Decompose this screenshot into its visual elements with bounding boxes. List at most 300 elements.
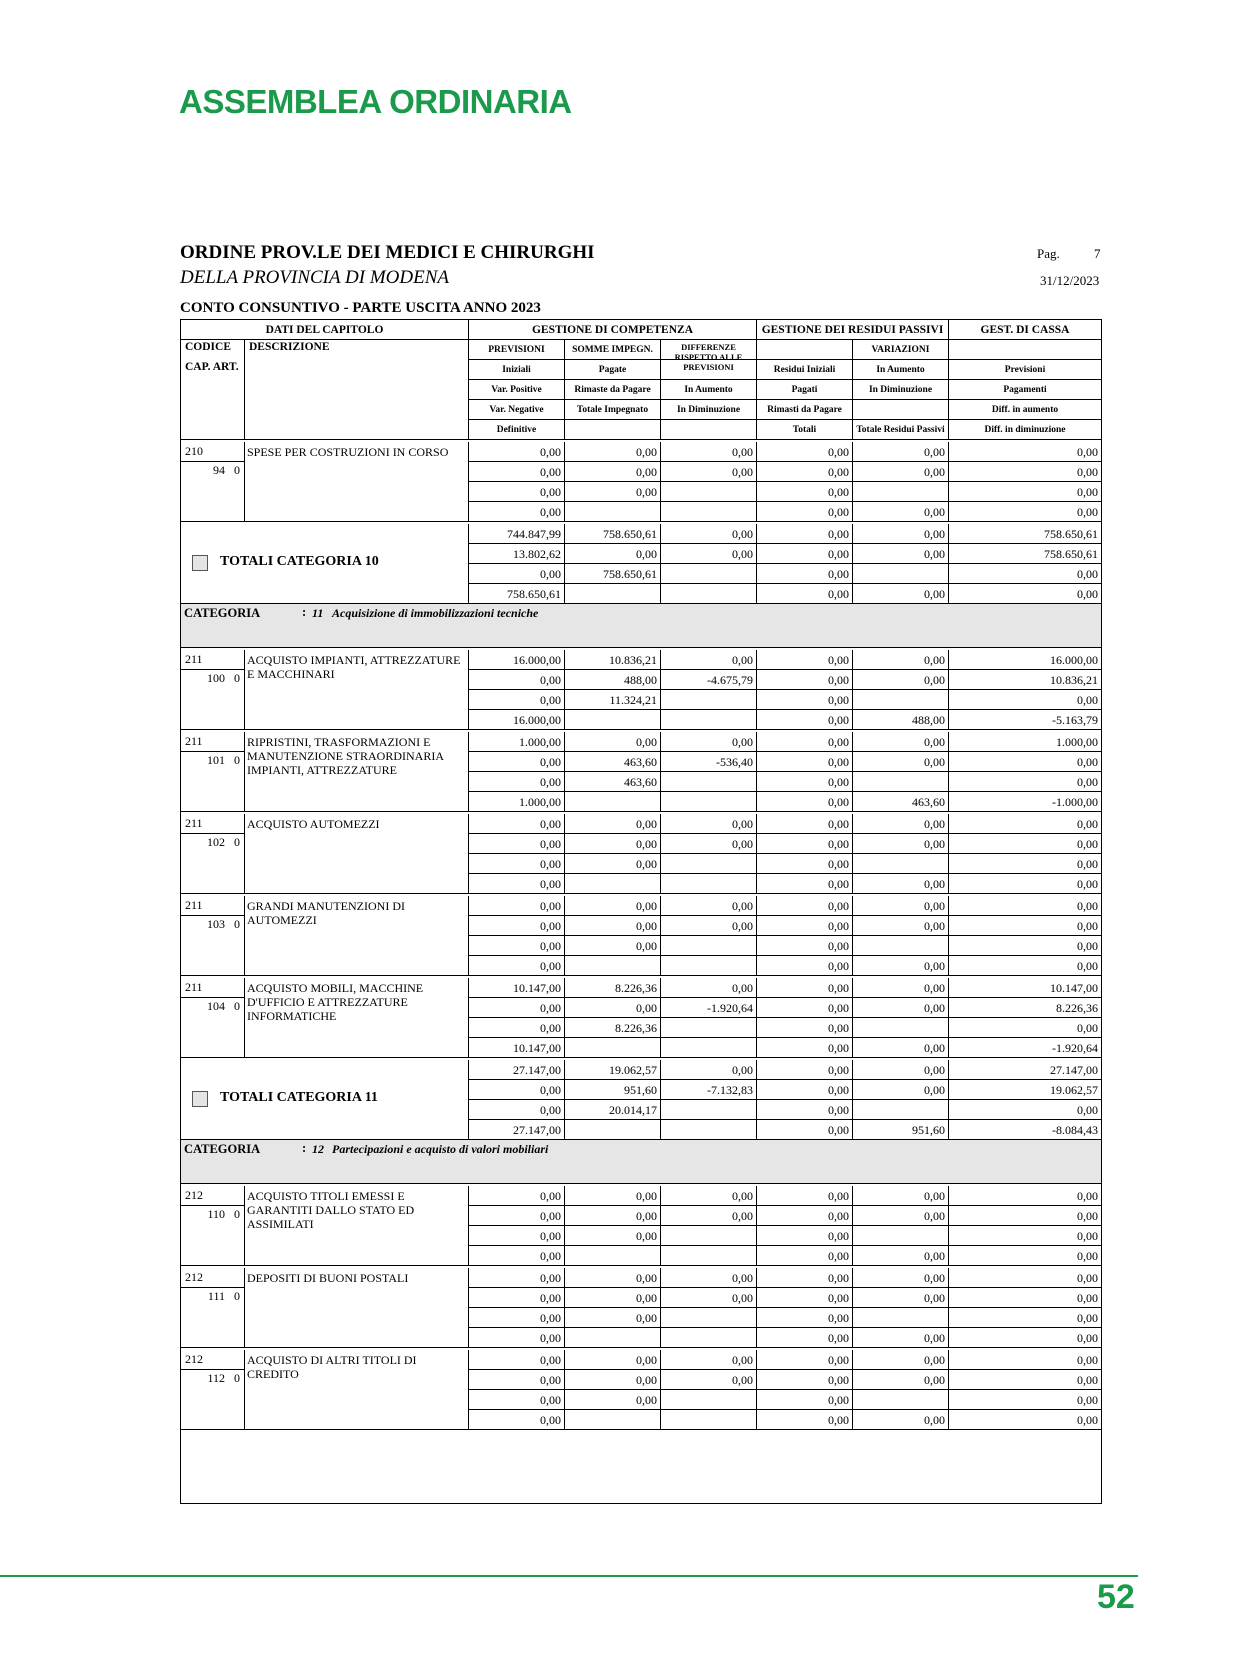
header-cap-art: CAP. ART.: [185, 361, 239, 373]
value-cell: 0,00: [949, 1018, 1101, 1038]
capitolo-number: 211: [185, 652, 203, 666]
total-value-cell: 758.650,61: [565, 524, 661, 544]
value-cell: [853, 1018, 949, 1038]
value-cell: 0,00: [565, 854, 661, 874]
value-cell: 0,00: [661, 1370, 757, 1390]
header-subheading: Totale Impegnato: [565, 400, 661, 420]
total-value-cell: 0,00: [661, 544, 757, 564]
value-cell: 0,00: [757, 1350, 853, 1370]
value-cell: 0,00: [565, 442, 661, 462]
value-cell: [565, 1038, 661, 1058]
header-subheading: Pagamenti: [949, 380, 1101, 400]
value-cell: 0,00: [469, 502, 565, 522]
total-checkbox: [192, 1091, 208, 1107]
value-cell: 488,00: [853, 710, 949, 730]
value-cell: 0,00: [565, 1308, 661, 1328]
header-subheading: Diff. in diminuzione: [949, 420, 1101, 440]
value-cell: 0,00: [757, 1288, 853, 1308]
value-cell: 0,00: [661, 650, 757, 670]
capitolo-description: ACQUISTO TITOLI EMESSI E GARANTITI DALLO STATO ED ASSIMILATI: [245, 1186, 469, 1266]
value-cell: 0,00: [469, 916, 565, 936]
value-cell: 0,00: [853, 1288, 949, 1308]
capitolo-number: 212: [185, 1352, 203, 1366]
value-cell: 0,00: [565, 1370, 661, 1390]
total-value-cell: 0,00: [661, 524, 757, 544]
value-cell: 0,00: [565, 834, 661, 854]
value-cell: [661, 1410, 757, 1430]
capitolo-description: ACQUISTO DI ALTRI TITOLI DI CREDITO: [245, 1350, 469, 1430]
article-sub-number: 0: [234, 917, 240, 931]
value-cell: 0,00: [661, 732, 757, 752]
value-cell: 0,00: [757, 834, 853, 854]
total-value-cell: 951,60: [565, 1080, 661, 1100]
category-label: CATEGORIA: [184, 1142, 261, 1156]
value-cell: 0,00: [949, 956, 1101, 976]
value-cell: 1.000,00: [469, 732, 565, 752]
article-number: 110: [207, 1207, 225, 1221]
value-cell: 0,00: [853, 956, 949, 976]
value-cell: 0,00: [949, 442, 1101, 462]
value-cell: 1.000,00: [949, 732, 1101, 752]
value-cell: 0,00: [949, 1186, 1101, 1206]
value-cell: 0,00: [757, 690, 853, 710]
total-value-cell: [853, 1100, 949, 1120]
article-number: 104: [207, 999, 225, 1013]
value-cell: 0,00: [469, 462, 565, 482]
header-subheading: Var. Positive: [469, 380, 565, 400]
value-cell: 0,00: [853, 896, 949, 916]
value-cell: [565, 1410, 661, 1430]
total-value-cell: 0,00: [949, 584, 1101, 604]
header-subheading: In Aumento: [853, 360, 949, 380]
total-value-cell: [853, 564, 949, 584]
value-cell: [565, 1328, 661, 1348]
value-cell: 0,00: [853, 998, 949, 1018]
total-value-cell: 0,00: [469, 564, 565, 584]
article-sub-number: 0: [234, 1207, 240, 1221]
header-group: GESTIONE DEI RESIDUI PASSIVI: [757, 320, 949, 340]
value-cell: 0,00: [757, 442, 853, 462]
value-cell: 0,00: [469, 956, 565, 976]
total-value-cell: 0,00: [565, 544, 661, 564]
value-cell: 0,00: [469, 670, 565, 690]
value-cell: 0,00: [853, 1246, 949, 1266]
value-cell: 0,00: [853, 462, 949, 482]
value-cell: 0,00: [853, 650, 949, 670]
value-cell: 0,00: [853, 670, 949, 690]
header-subheading: [565, 420, 661, 440]
value-cell: 0,00: [853, 502, 949, 522]
total-value-cell: [661, 564, 757, 584]
value-cell: 0,00: [949, 1268, 1101, 1288]
value-cell: -4.675,79: [661, 670, 757, 690]
code-separator: [181, 833, 244, 834]
value-cell: [661, 772, 757, 792]
value-cell: 0,00: [757, 462, 853, 482]
report-page-number: 7: [1094, 246, 1101, 261]
header-subheading: Previsioni: [949, 360, 1101, 380]
report-title: CONTO CONSUNTIVO - PARTE USCITA ANNO 2023: [180, 300, 541, 316]
value-cell: 0,00: [949, 482, 1101, 502]
value-cell: 0,00: [949, 1370, 1101, 1390]
header-subheading: Diff. in aumento: [949, 400, 1101, 420]
value-cell: 0,00: [661, 834, 757, 854]
value-cell: [853, 690, 949, 710]
value-cell: 0,00: [469, 772, 565, 792]
article-number: 100: [207, 671, 225, 685]
value-cell: [661, 1328, 757, 1348]
value-cell: 0,00: [565, 814, 661, 834]
header-subheading: SOMME IMPEGN.: [565, 340, 661, 360]
value-cell: 0,00: [853, 814, 949, 834]
article-sub-number: 0: [234, 753, 240, 767]
total-checkbox: [192, 555, 208, 571]
value-cell: 0,00: [853, 1268, 949, 1288]
value-cell: 0,00: [757, 1246, 853, 1266]
value-cell: [853, 1390, 949, 1410]
header-descrizione: DESCRIZIONE: [249, 341, 330, 353]
code-separator: [181, 1205, 244, 1206]
code-separator: [181, 915, 244, 916]
value-cell: 0,00: [949, 936, 1101, 956]
capitolo-description: SPESE PER COSTRUZIONI IN CORSO: [245, 442, 469, 522]
article-number: 94: [213, 463, 225, 477]
value-cell: -1.920,64: [661, 998, 757, 1018]
value-cell: [853, 482, 949, 502]
total-value-cell: 758.650,61: [565, 564, 661, 584]
total-value-cell: 0,00: [757, 564, 853, 584]
value-cell: 0,00: [469, 1288, 565, 1308]
value-cell: 0,00: [469, 1226, 565, 1246]
code-separator: [181, 997, 244, 998]
value-cell: 0,00: [949, 1410, 1101, 1430]
value-cell: 0,00: [853, 978, 949, 998]
value-cell: [853, 854, 949, 874]
header-subheading: Definitive: [469, 420, 565, 440]
article-sub-number: 0: [234, 463, 240, 477]
value-cell: 0,00: [661, 462, 757, 482]
value-cell: 0,00: [565, 998, 661, 1018]
capitolo-number: 211: [185, 980, 203, 994]
total-value-cell: 0,00: [757, 1060, 853, 1080]
header-subheading: DIFFERENZE RISPETTO ALLE PREVISIONI: [661, 340, 757, 360]
value-cell: 0,00: [661, 896, 757, 916]
value-cell: [661, 854, 757, 874]
capitolo-description: ACQUISTO AUTOMEZZI: [245, 814, 469, 894]
value-cell: 0,00: [949, 772, 1101, 792]
value-cell: 0,00: [469, 1390, 565, 1410]
value-cell: [853, 1226, 949, 1246]
value-cell: 0,00: [949, 1328, 1101, 1348]
total-value-cell: 758.650,61: [949, 524, 1101, 544]
section-title: ASSEMBLEA ORDINARIA: [179, 83, 572, 120]
value-cell: 0,00: [949, 814, 1101, 834]
total-value-cell: 0,00: [757, 1100, 853, 1120]
value-cell: 0,00: [757, 650, 853, 670]
value-cell: 0,00: [469, 1328, 565, 1348]
value-cell: 1.000,00: [469, 792, 565, 812]
header-subheading: Pagate: [565, 360, 661, 380]
value-cell: 8.226,36: [949, 998, 1101, 1018]
value-cell: 0,00: [565, 462, 661, 482]
value-cell: 0,00: [949, 462, 1101, 482]
page-label: Pag.: [1037, 246, 1060, 261]
value-cell: 0,00: [565, 1226, 661, 1246]
header-group: DATI DEL CAPITOLO: [181, 320, 469, 340]
total-value-cell: 0,00: [853, 1080, 949, 1100]
value-cell: 0,00: [949, 1246, 1101, 1266]
value-cell: 0,00: [853, 1370, 949, 1390]
total-value-cell: [661, 1100, 757, 1120]
value-cell: [661, 1390, 757, 1410]
total-value-cell: [661, 584, 757, 604]
total-value-cell: 0,00: [661, 1060, 757, 1080]
value-cell: 8.226,36: [565, 1018, 661, 1038]
value-cell: 0,00: [565, 896, 661, 916]
value-cell: [565, 1246, 661, 1266]
code-separator: [181, 461, 244, 462]
value-cell: 0,00: [949, 916, 1101, 936]
value-cell: 0,00: [853, 1206, 949, 1226]
total-value-cell: 27.147,00: [469, 1060, 565, 1080]
header-subheading: [757, 340, 853, 360]
capitolo-description: GRANDI MANUTENZIONI DI AUTOMEZZI: [245, 896, 469, 976]
capitolo-number: 212: [185, 1270, 203, 1284]
value-cell: 0,00: [757, 936, 853, 956]
header-subheading: [949, 340, 1101, 360]
value-cell: 10.147,00: [469, 978, 565, 998]
value-cell: 0,00: [757, 854, 853, 874]
article-sub-number: 0: [234, 671, 240, 685]
value-cell: [661, 1038, 757, 1058]
value-cell: 0,00: [469, 690, 565, 710]
value-cell: 16.000,00: [469, 710, 565, 730]
total-value-cell: 0,00: [949, 1100, 1101, 1120]
value-cell: 8.226,36: [565, 978, 661, 998]
category-label: CATEGORIA: [184, 606, 261, 620]
value-cell: 0,00: [469, 834, 565, 854]
value-cell: [661, 690, 757, 710]
value-cell: 463,60: [565, 772, 661, 792]
value-cell: 0,00: [757, 956, 853, 976]
value-cell: 0,00: [853, 1038, 949, 1058]
value-cell: 0,00: [949, 1206, 1101, 1226]
value-cell: 0,00: [565, 1390, 661, 1410]
value-cell: 488,00: [565, 670, 661, 690]
category-title: Acquisizione di immobilizzazioni tecniche: [332, 606, 539, 620]
value-cell: 0,00: [565, 916, 661, 936]
value-cell: 0,00: [757, 916, 853, 936]
header-subheading: In Aumento: [661, 380, 757, 400]
value-cell: 0,00: [949, 1288, 1101, 1308]
value-cell: 0,00: [469, 1268, 565, 1288]
total-value-cell: 19.062,57: [565, 1060, 661, 1080]
article-sub-number: 0: [234, 1371, 240, 1385]
value-cell: 11.324,21: [565, 690, 661, 710]
value-cell: 0,00: [469, 752, 565, 772]
value-cell: 463,60: [565, 752, 661, 772]
value-cell: 0,00: [469, 874, 565, 894]
capitolo-number: 211: [185, 816, 203, 830]
value-cell: 0,00: [469, 814, 565, 834]
value-cell: 0,00: [661, 814, 757, 834]
value-cell: 0,00: [949, 1390, 1101, 1410]
header-group: GESTIONE DI COMPETENZA: [469, 320, 757, 340]
value-cell: 0,00: [661, 916, 757, 936]
value-cell: 0,00: [469, 1206, 565, 1226]
report-date: 31/12/2023: [1040, 273, 1100, 288]
value-cell: 0,00: [853, 442, 949, 462]
header-subheading: Pagati: [757, 380, 853, 400]
total-value-cell: 20.014,17: [565, 1100, 661, 1120]
value-cell: 0,00: [757, 1370, 853, 1390]
header-codice: CODICE: [185, 341, 232, 353]
value-cell: 0,00: [469, 1308, 565, 1328]
value-cell: 0,00: [565, 732, 661, 752]
header-subheading: Totale Residui Passivi: [853, 420, 949, 440]
article-number: 103: [207, 917, 225, 931]
value-cell: 0,00: [469, 936, 565, 956]
value-cell: 0,00: [949, 834, 1101, 854]
header-subheading: Residui Iniziali: [757, 360, 853, 380]
code-separator: [181, 1369, 244, 1370]
value-cell: 0,00: [757, 874, 853, 894]
value-cell: 0,00: [949, 690, 1101, 710]
value-cell: 0,00: [469, 1186, 565, 1206]
value-cell: 0,00: [853, 1410, 949, 1430]
capitolo-number: 211: [185, 734, 203, 748]
category-colon: :: [302, 1141, 307, 1155]
value-cell: 16.000,00: [949, 650, 1101, 670]
value-cell: 0,00: [565, 1206, 661, 1226]
value-cell: 0,00: [757, 772, 853, 792]
header-subheading: Iniziali: [469, 360, 565, 380]
capitolo-number: 210: [185, 444, 203, 458]
value-cell: 16.000,00: [469, 650, 565, 670]
header-subheading: In Diminuzione: [853, 380, 949, 400]
value-cell: [661, 792, 757, 812]
value-cell: [565, 874, 661, 894]
value-cell: 0,00: [757, 814, 853, 834]
article-sub-number: 0: [234, 835, 240, 849]
category-number: 12: [312, 1142, 324, 1156]
value-cell: 0,00: [757, 710, 853, 730]
header-subheading: [661, 360, 757, 380]
category-total-label: TOTALI CATEGORIA 10: [220, 554, 379, 569]
header-subheading: PREVISIONI: [469, 340, 565, 360]
total-value-cell: [565, 1120, 661, 1140]
expense-table: [180, 319, 1102, 1504]
total-value-cell: 19.062,57: [949, 1080, 1101, 1100]
value-cell: 0,00: [565, 936, 661, 956]
org-subtitle: DELLA PROVINCIA DI MODENA: [180, 267, 449, 288]
value-cell: 0,00: [469, 1018, 565, 1038]
article-sub-number: 0: [234, 999, 240, 1013]
total-value-cell: 758.650,61: [949, 544, 1101, 564]
header-subheading: [853, 400, 949, 420]
header-subheading: Var. Negative: [469, 400, 565, 420]
header-subheading: Rimaste da Pagare: [565, 380, 661, 400]
total-value-cell: 0,00: [757, 544, 853, 564]
total-value-cell: -8.084,43: [949, 1120, 1101, 1140]
total-value-cell: [661, 1120, 757, 1140]
value-cell: [661, 1018, 757, 1038]
value-cell: 0,00: [757, 752, 853, 772]
value-cell: 0,00: [757, 792, 853, 812]
header-subheading: Totali: [757, 420, 853, 440]
value-cell: 0,00: [757, 1038, 853, 1058]
value-cell: 0,00: [661, 1288, 757, 1308]
value-cell: 0,00: [757, 896, 853, 916]
value-cell: 0,00: [757, 732, 853, 752]
value-cell: 10.836,21: [565, 650, 661, 670]
value-cell: 0,00: [757, 502, 853, 522]
article-number: 112: [207, 1371, 225, 1385]
value-cell: 0,00: [949, 1226, 1101, 1246]
value-cell: 0,00: [661, 1186, 757, 1206]
value-cell: 0,00: [661, 978, 757, 998]
value-cell: [661, 1226, 757, 1246]
value-cell: 0,00: [565, 1268, 661, 1288]
total-value-cell: 0,00: [853, 1060, 949, 1080]
value-cell: [661, 874, 757, 894]
value-cell: 10.147,00: [469, 1038, 565, 1058]
value-cell: 0,00: [469, 1350, 565, 1370]
category-number: 11: [312, 606, 324, 620]
value-cell: 0,00: [853, 1350, 949, 1370]
total-value-cell: 758.650,61: [469, 584, 565, 604]
value-cell: -5.163,79: [949, 710, 1101, 730]
value-cell: 0,00: [469, 896, 565, 916]
capitolo-description: ACQUISTO IMPIANTI, ATTREZZATURE E MACCHINARI: [245, 650, 469, 730]
total-value-cell: 13.802,62: [469, 544, 565, 564]
article-sub-number: 0: [234, 1289, 240, 1303]
value-cell: 0,00: [565, 1288, 661, 1308]
value-cell: [565, 502, 661, 522]
value-cell: [853, 1308, 949, 1328]
value-cell: 0,00: [949, 502, 1101, 522]
capitolo-description: DEPOSITI DI BUONI POSTALI: [245, 1268, 469, 1348]
category-total-label: TOTALI CATEGORIA 11: [220, 1090, 378, 1105]
capitolo-number: 212: [185, 1188, 203, 1202]
value-cell: 0,00: [757, 1226, 853, 1246]
code-separator: [181, 1287, 244, 1288]
article-number: 101: [207, 753, 225, 767]
value-cell: 0,00: [949, 1350, 1101, 1370]
category-colon: :: [302, 605, 307, 619]
total-value-cell: 0,00: [469, 1100, 565, 1120]
total-value-cell: -7.132,83: [661, 1080, 757, 1100]
category-title: Partecipazioni e acquisto di valori mobiliari: [332, 1142, 549, 1156]
value-cell: 0,00: [757, 482, 853, 502]
capitolo-description: RIPRISTINI, TRASFORMAZIONI E MANUTENZIONE STRAORDINARIA IMPIANTI, ATTREZZATURE: [245, 732, 469, 812]
code-separator: [181, 751, 244, 752]
value-cell: -1.000,00: [949, 792, 1101, 812]
value-cell: [661, 502, 757, 522]
value-cell: 0,00: [853, 752, 949, 772]
value-cell: 0,00: [757, 1268, 853, 1288]
footer-divider: [0, 1575, 1138, 1577]
page-number: 52: [1097, 1578, 1135, 1616]
value-cell: 0,00: [757, 1018, 853, 1038]
value-cell: [661, 710, 757, 730]
value-cell: 0,00: [949, 752, 1101, 772]
total-value-cell: 0,00: [757, 1120, 853, 1140]
total-value-cell: [565, 584, 661, 604]
value-cell: 0,00: [757, 1390, 853, 1410]
org-name: ORDINE PROV.LE DEI MEDICI E CHIRURGHI: [180, 242, 595, 263]
value-cell: 0,00: [565, 1186, 661, 1206]
